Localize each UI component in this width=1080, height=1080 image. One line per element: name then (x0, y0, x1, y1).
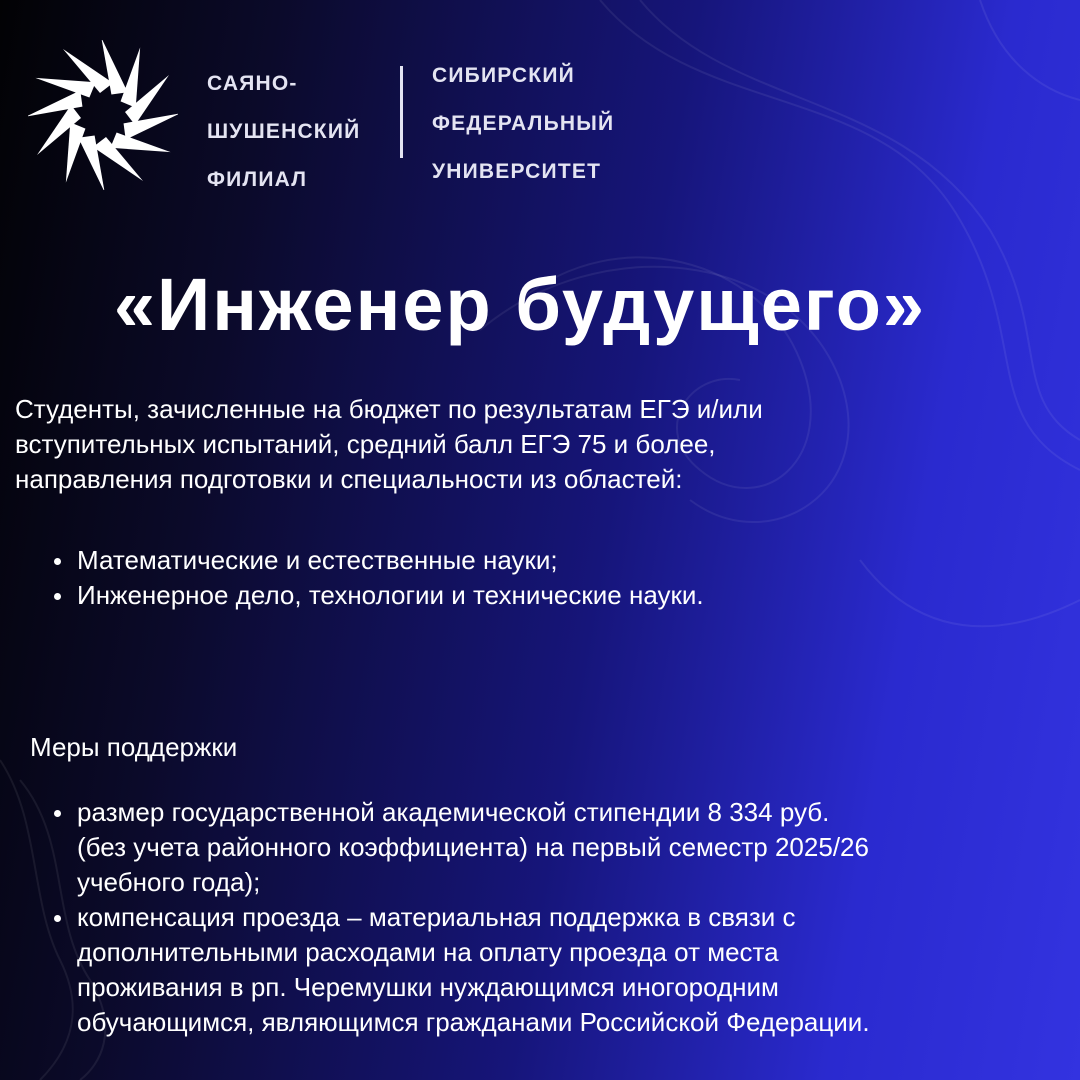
university-name (432, 52, 614, 196)
list-item: Математические и естественные науки; (52, 543, 704, 578)
eligibility-line: Студенты, зачисленные на бюджет по результатам ЕГЭ и/или (15, 394, 763, 424)
branch-name (207, 60, 360, 204)
list-item: Инженерное дело, технологии и технические науки. (52, 578, 704, 613)
list-item-line: размер государственной академической стипендии 8 334 руб. (77, 797, 830, 827)
university-name-line: ФЕДЕРАЛЬНЫЙ (432, 112, 615, 135)
eligibility-line: вступительных испытаний, средний балл ЕГЭ 75 и более, (15, 429, 716, 459)
study-areas-list (52, 543, 704, 613)
support-measures-list (52, 795, 1052, 1040)
eligibility-line: направления подготовки и специальности из областей: (15, 464, 683, 494)
list-item (52, 795, 1052, 900)
branch-name-line: САЯНО- (207, 72, 298, 95)
page-title: «Инженер будущего» (113, 263, 927, 346)
list-item-line: учебного года); (77, 867, 261, 897)
list-item (52, 900, 1052, 1040)
list-item-line: проживания в рп. Черемушки нуждающимся иногородним (77, 972, 779, 1002)
university-name-line: СИБИРСКИЙ (432, 64, 575, 87)
branch-name-line: ШУШЕНСКИЙ (207, 120, 361, 143)
header-divider (400, 66, 403, 158)
list-item-line: (без учета районного коэффициента) на первый семестр 2025/26 (77, 832, 869, 862)
eligibility-text (15, 392, 763, 497)
branch-name-line: ФИЛИАЛ (207, 168, 308, 191)
list-item-line: обучающимся, являющимся гражданами Российской Федерации. (77, 1007, 870, 1037)
university-name-line: УНИВЕРСИТЕТ (432, 160, 602, 183)
list-item-line: компенсация проезда – материальная поддержка в связи с (77, 902, 796, 932)
support-heading: Меры поддержки (30, 732, 238, 762)
list-item-line: дополнительными расходами на оплату проезда от места (77, 937, 779, 967)
sun-burst-logo-icon (28, 40, 178, 190)
